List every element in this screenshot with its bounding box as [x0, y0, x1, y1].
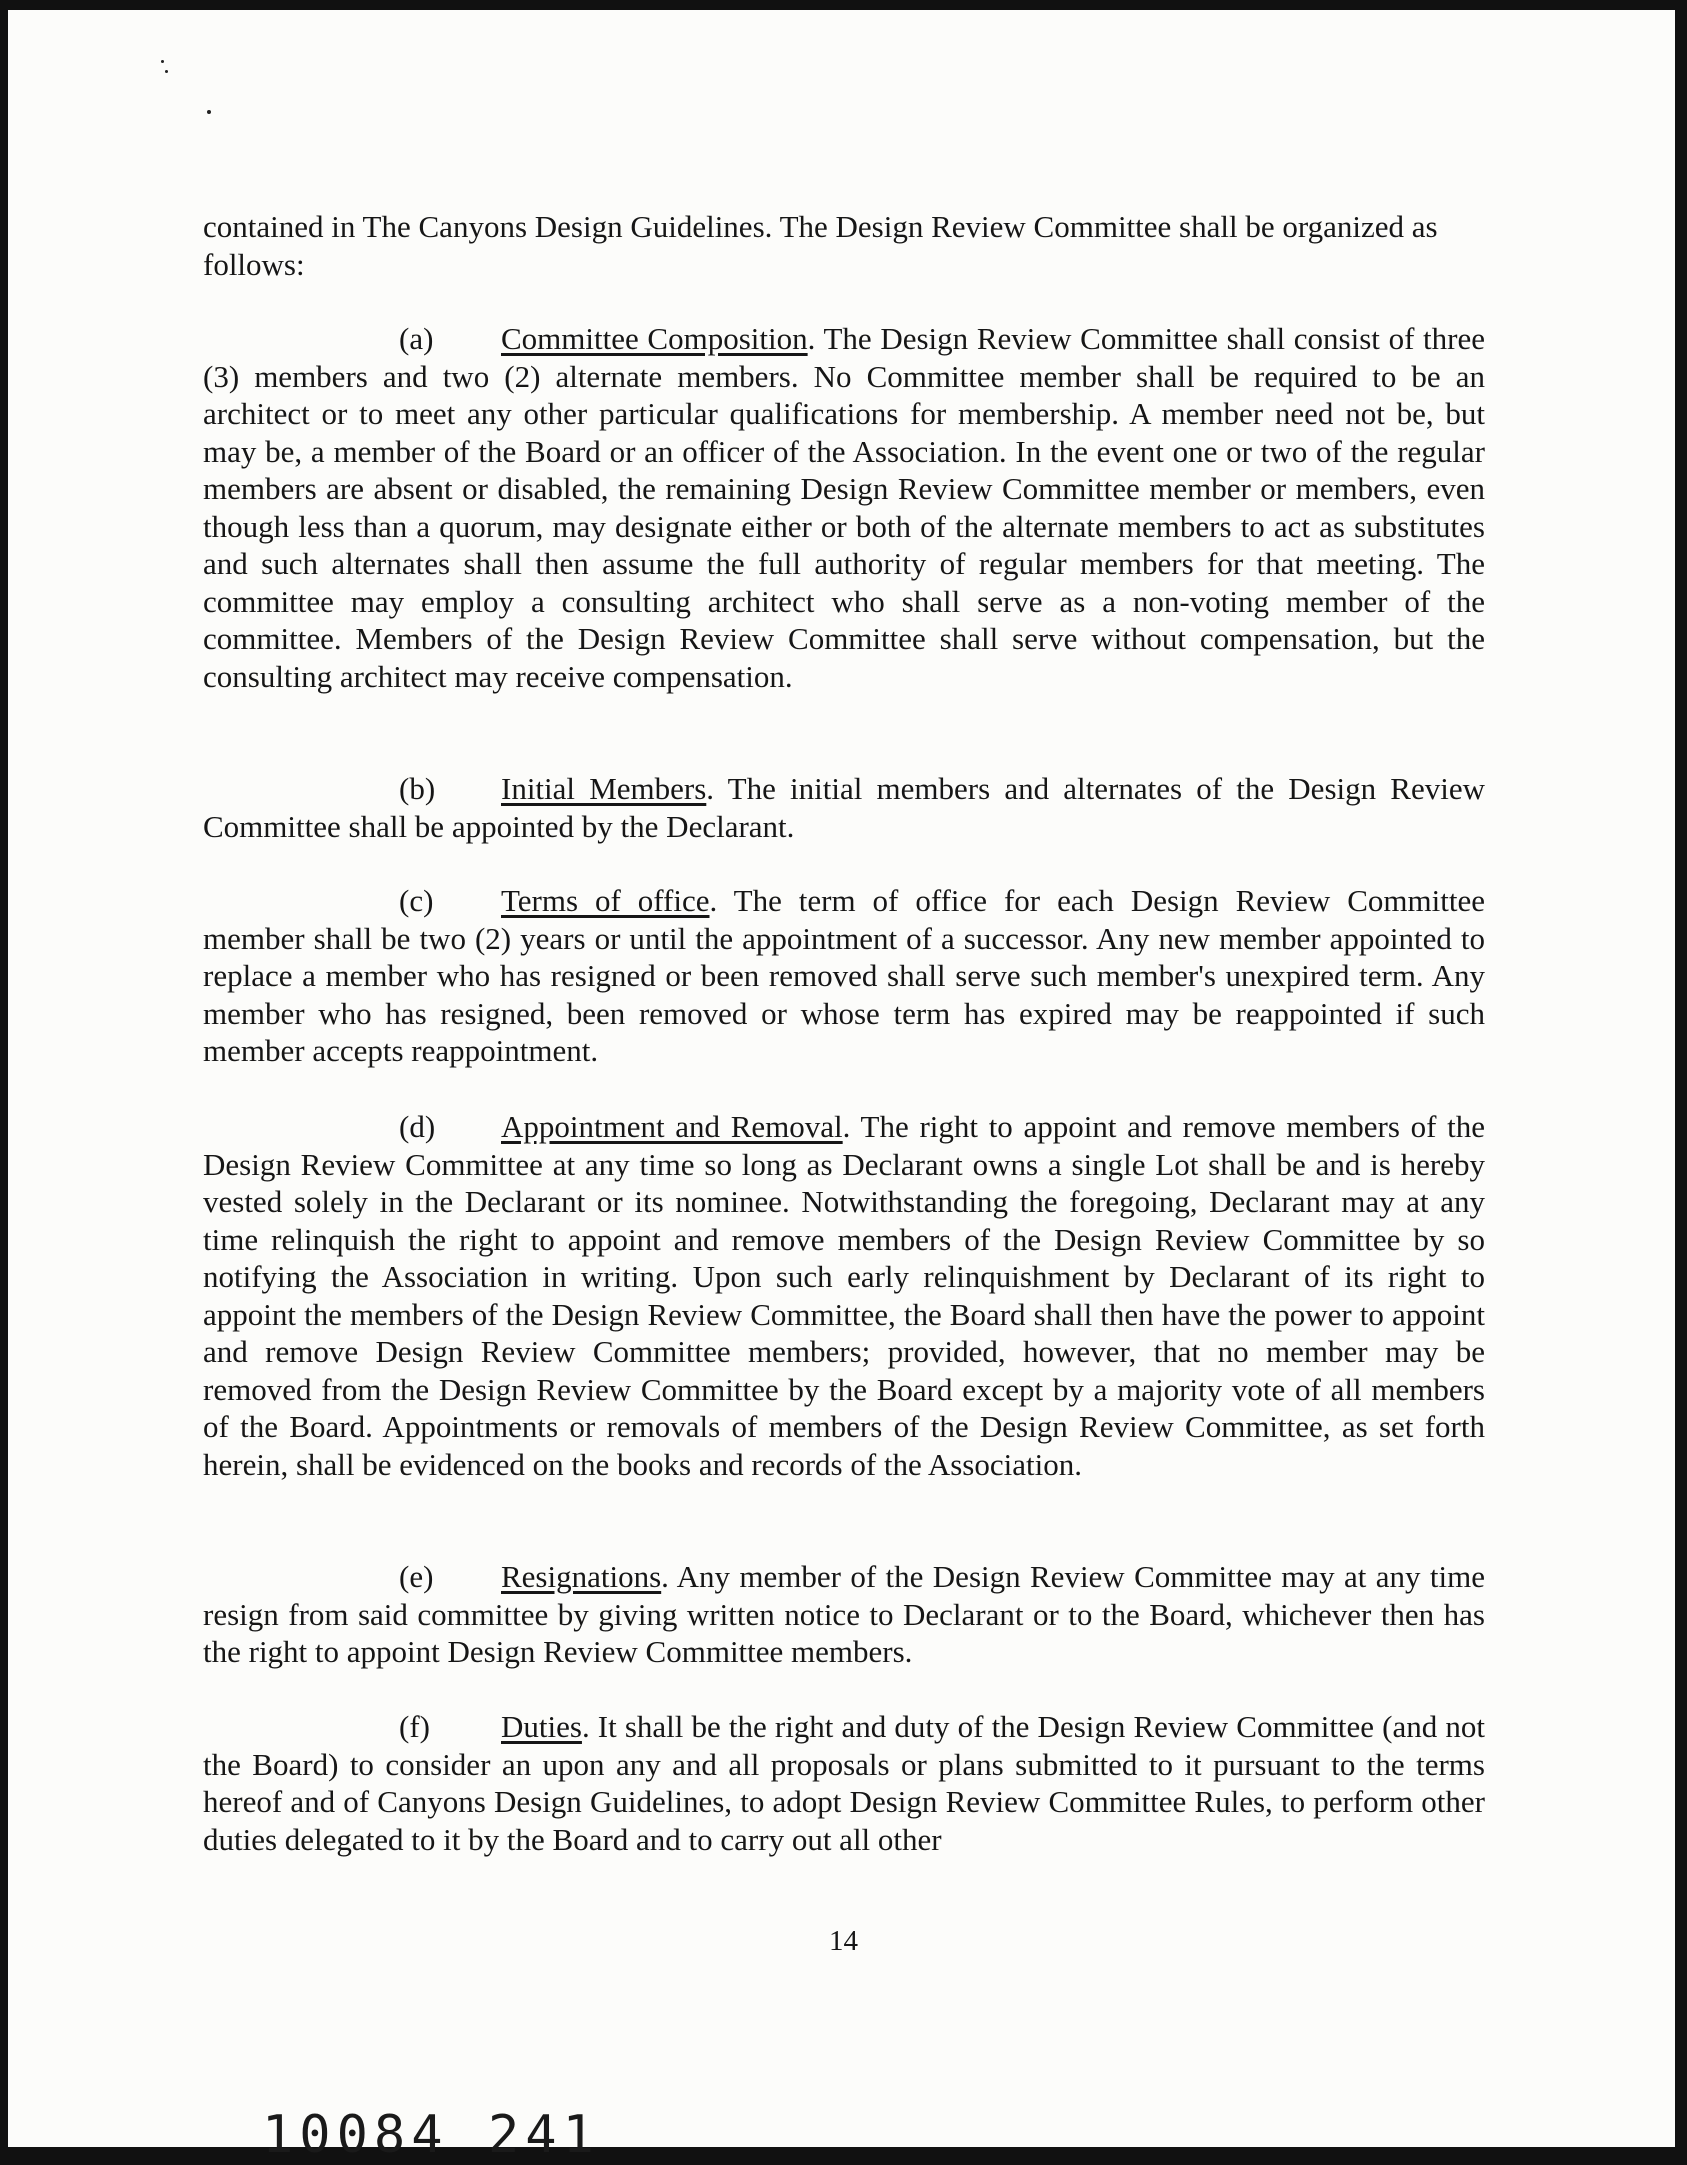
section-c-body: . The term of office for each Design Review Committee member shall be two (2) years or until the appointment of a successor. Any new member appointed to replace a member who has resigned or been removed shall serve such member's unexpired term. Any member who has resigned, been removed or whose term has expired may be reappointed if such member accepts reappointment. [203, 883, 1485, 1068]
scan-speck [207, 110, 211, 114]
intro-paragraph: contained in The Canyons Design Guidelines. The Design Review Committee shall be organized as follows: [203, 209, 1438, 282]
stamp-left: 10084 [262, 2105, 449, 2165]
section-a [203, 320, 1485, 695]
page-number: 14 [829, 1925, 858, 1957]
section-a-marker: (a) [399, 321, 434, 356]
stamp-right: 241 [488, 2105, 600, 2165]
section-a-heading: Committee Composition [501, 321, 808, 356]
section-c-heading: Terms of office [501, 883, 710, 918]
section-d-body: . The right to appoint and remove members of the Design Review Committee at any time so long as Declarant owns a single Lot shall be and is hereby vested solely in the Declarant or its nominee. Notwithstanding the foregoing, Declarant may at any time relinquish the right to appoint and remove members of the Design Review Committee by so notifying the Association in writing. Upon such early relinquishment by Declarant of its right to appoint the members of the Design Review Committee, the Board shall then have the power to appoint and remove Design Review Committee members; provided, however, that no member may be removed from the Design Review Committee by the Board except by a majority vote of all members of the Board. Appointments or removals of members of the Design Review Committee, as set forth herein, shall be evidenced on the books and records of the Association. [203, 1109, 1485, 1482]
section-f [203, 1708, 1485, 1858]
section-f-body: . It shall be the right and duty of the Design Review Committee (and not the Board) to consider an upon any and all proposals or plans submitted to it pursuant to the terms hereof and of Canyons Design Guidelines, to adopt Design Review Committee Rules, to perform other duties delegated to it by the Board and to carry out all other [203, 1709, 1485, 1857]
section-b-body: . The initial members and alternates of the Design Review Committee shall be appointed by the Declarant. [203, 771, 1485, 844]
section-d-marker: (d) [399, 1109, 436, 1144]
section-e [203, 1558, 1485, 1671]
section-d [203, 1108, 1485, 1483]
section-f-heading: Duties [501, 1709, 582, 1744]
section-e-marker: (e) [399, 1559, 434, 1594]
section-d-heading: Appointment and Removal [501, 1109, 843, 1144]
scan-speck [161, 60, 164, 63]
section-a-body: . The Design Review Committee shall consist of three (3) members and two (2) alternate members. No Committee member shall be required to be an architect or to meet any other particular qualifications for membership. A member need not be, but may be, a member of the Board or an officer of the Association. In the event one or two of the regular members are absent or disabled, the remaining Design Review Committee member or members, even though less than a quorum, may designate either or both of the alternate members to act as substitutes and such alternates shall then assume the full authority of regular members for that meeting. The committee may employ a consulting architect who shall serve as a non-voting member of the committee. Members of the Design Review Committee shall serve without compensation, but the consulting architect may receive compensation. [203, 321, 1486, 694]
section-f-marker: (f) [399, 1709, 430, 1744]
scan-speck [165, 70, 168, 73]
section-c-marker: (c) [399, 883, 434, 918]
section-b-marker: (b) [399, 771, 436, 806]
section-b-heading: Initial Members [501, 771, 707, 806]
section-b [203, 770, 1485, 845]
section-e-body: . Any member of the Design Review Committee may at any time resign from said committee by giving written notice to Declarant or to the Board, whichever then has the right to appoint Design Review Committee members. [203, 1559, 1485, 1669]
section-c [203, 882, 1485, 1070]
section-e-heading: Resignations [501, 1559, 662, 1594]
